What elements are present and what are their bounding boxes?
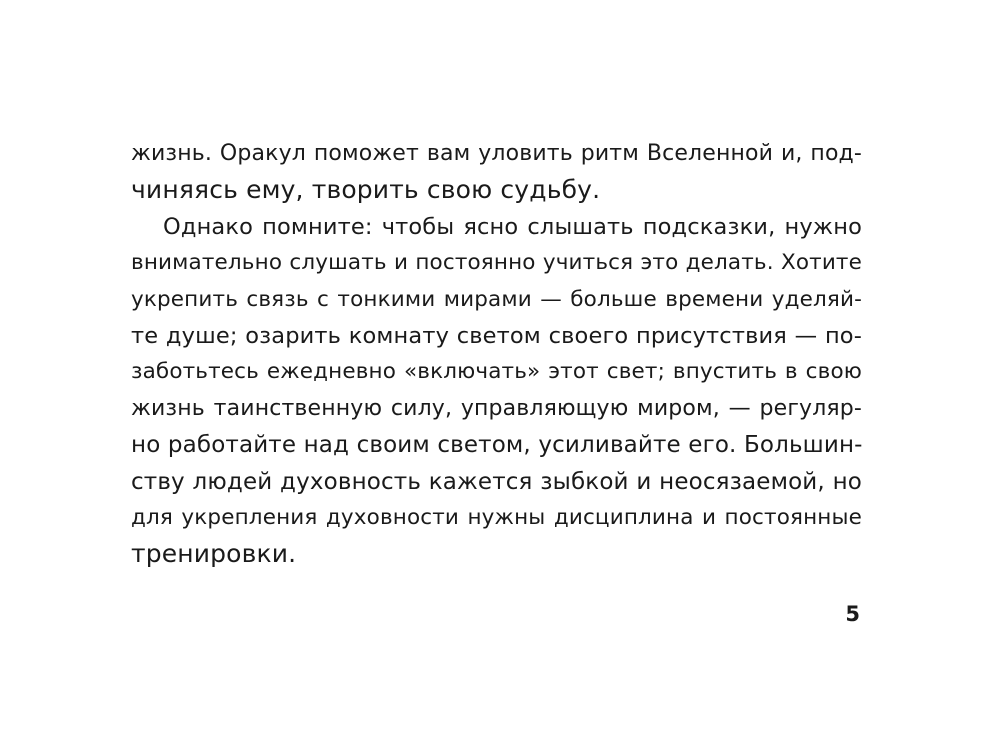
text-line: укрепить связь с тонкими мирами — больше времени уделяй- (131, 286, 862, 312)
text-line: Однако помните: чтобы ясно слышать подсказки, нужно (163, 213, 862, 240)
text-line: те душе; озарить комнату светом своего присутствия — по- (131, 322, 862, 349)
text-line: жизнь таинственную силу, управляющую миром, — регуляр- (131, 395, 862, 421)
text-line: ству людей духовность кажется зыбкой и неосязаемой, но (131, 468, 862, 495)
text-line: тренировки. (131, 539, 297, 569)
text-line: чиняясь ему, творить свою судьбу. (131, 175, 601, 205)
text-line: для укрепления духовности нужны дисциплина и постоянные (131, 504, 862, 530)
text-line: заботьтесь ежедневно «включать» этот свет; впустить в свою (131, 359, 862, 385)
page-number: 5 (845, 602, 860, 626)
text-line: внимательно слушать и постоянно учиться это делать. Хотите (131, 250, 862, 276)
text-line: но работайте над своим светом, усиливайте его. Большин- (131, 432, 863, 459)
body-text (131, 136, 862, 573)
text-line: жизнь. Оракул поможет вам уловить ритм Вселенной и, под- (131, 141, 862, 166)
